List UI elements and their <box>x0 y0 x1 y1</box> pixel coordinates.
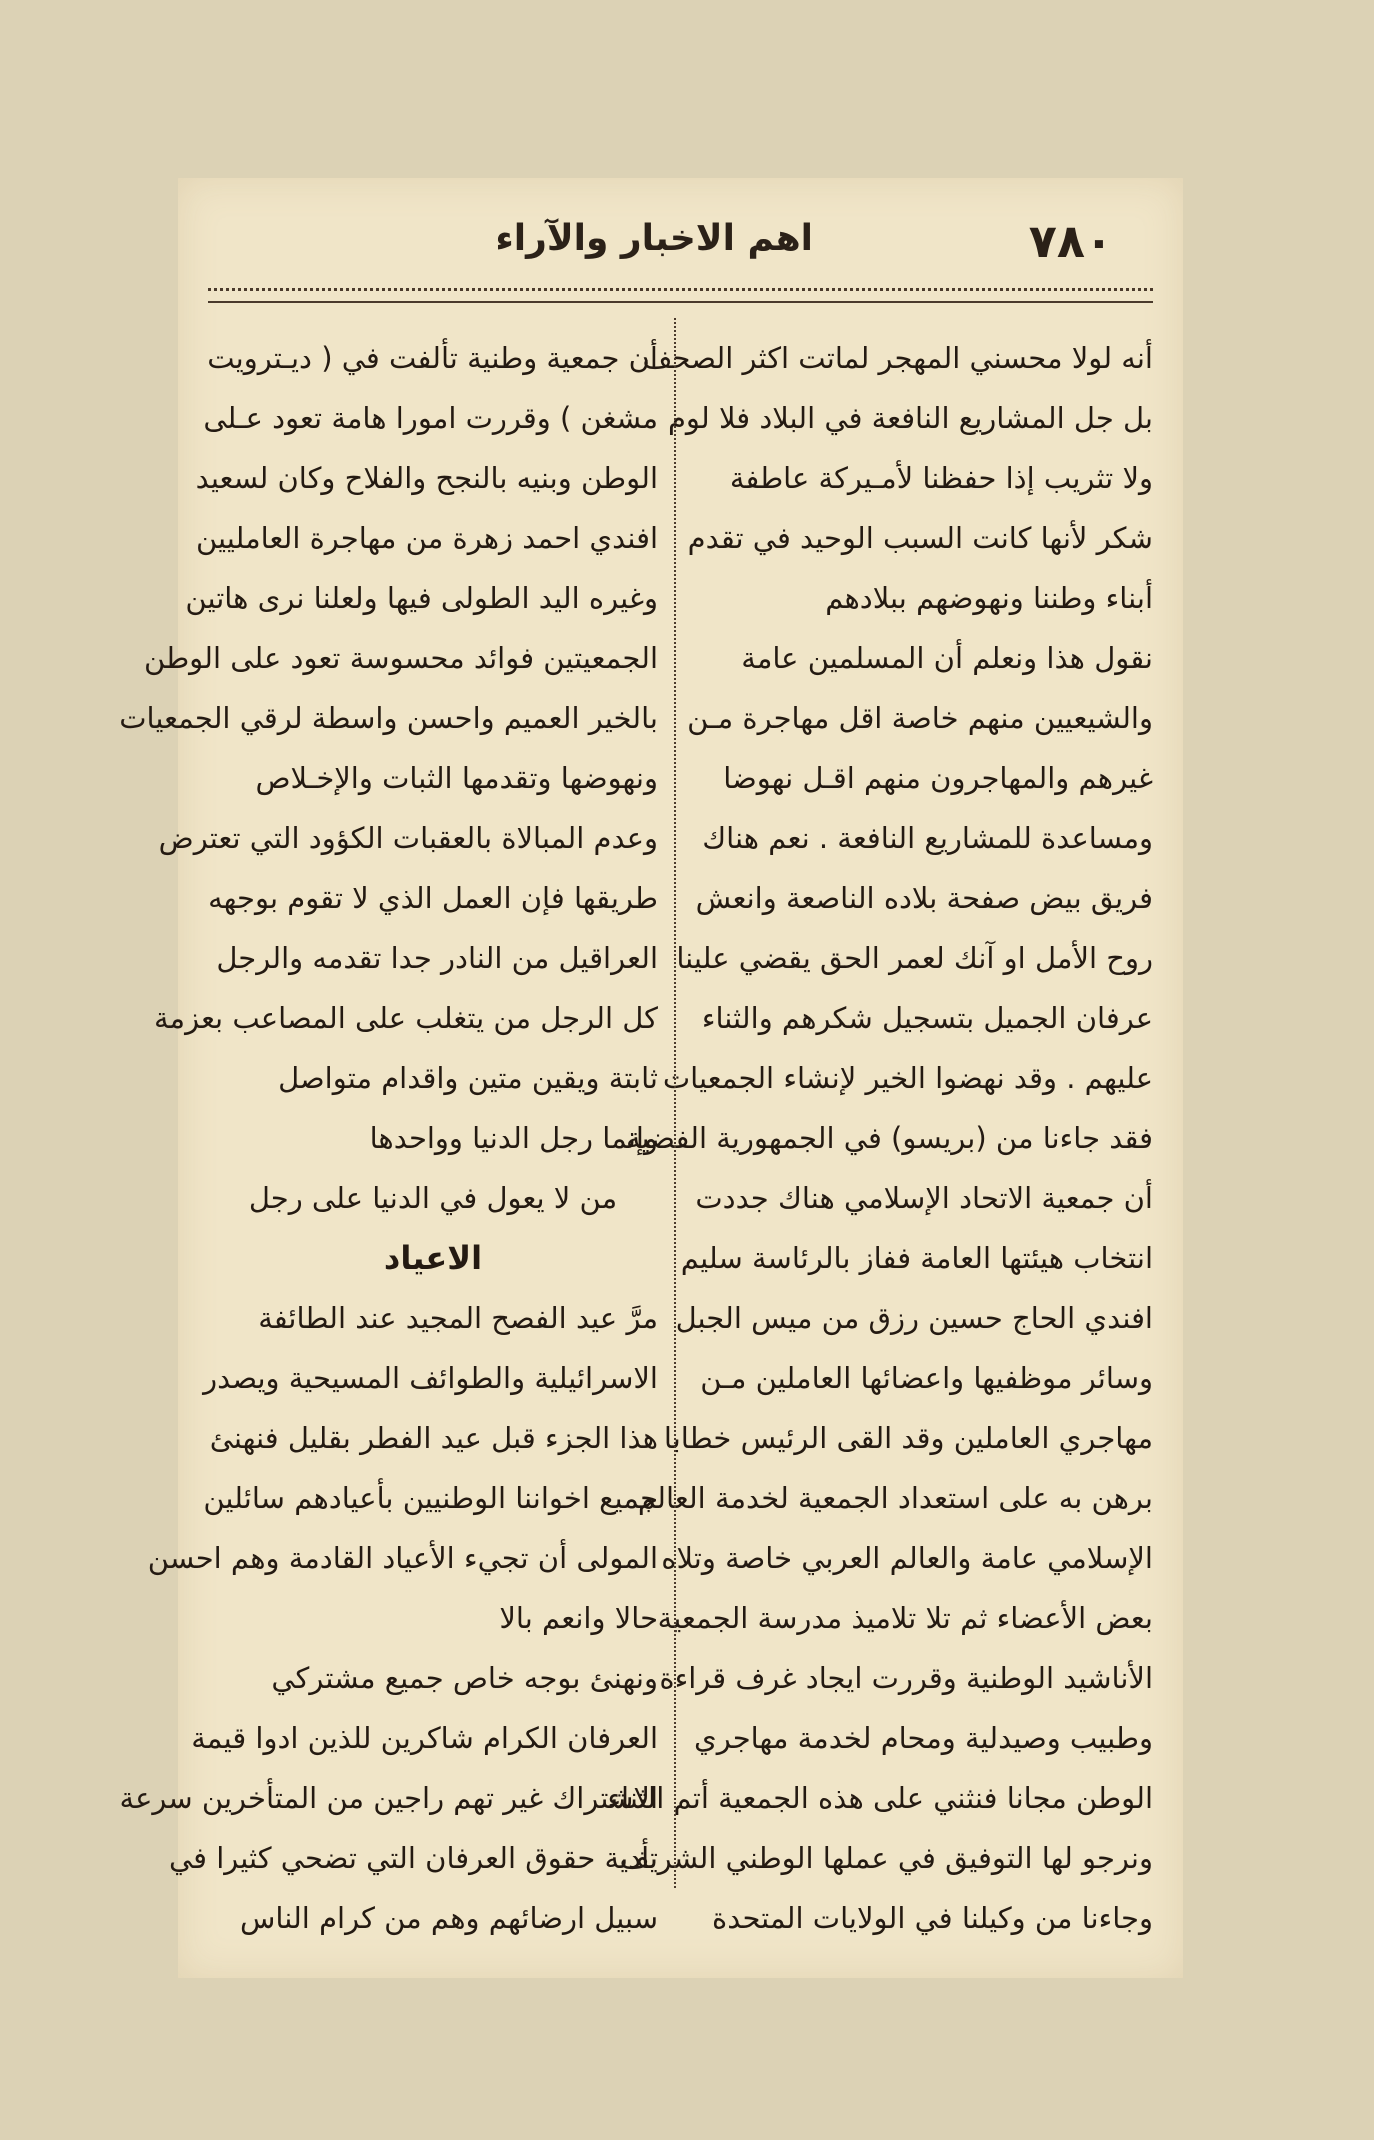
text-line: مهاجري العاملين وقد القى الرئيس خطابا <box>663 1421 1153 1455</box>
text-line: سبيل ارضائهم وهم من كرام الناس <box>239 1901 658 1935</box>
text-line: الوطن وبنيه بالنجح والفلاح وكان لسعيد <box>195 461 658 495</box>
text-line: وسائر موظفيها واعضائها العاملين مـن <box>700 1361 1153 1395</box>
text-line: الاشتراك غير تهم راجين من المتأخرين سرعة <box>119 1781 658 1815</box>
text-line: العراقيل من النادر جدا تقدمه والرجل <box>216 941 658 975</box>
text-line: روح الأمل او آنك لعمر الحق يقضي علينا <box>676 941 1153 975</box>
text-line: افندي احمد زهرة من مهاجرة العامليين <box>195 521 658 555</box>
page-number: ٧٨٠ <box>1028 214 1113 268</box>
text-line: أن جمعية وطنية تألفت في ( ديـترويت <box>207 341 658 375</box>
page-header <box>378 214 1113 274</box>
text-line: كل الرجل من يتغلب على المصاعب بعزمة <box>153 1001 658 1035</box>
text-line: الإسلامي عامة والعالم العربي خاصة وتلاه <box>661 1541 1153 1575</box>
text-line: وعدم المبالاة بالعقبات الكؤود التي تعترض <box>158 821 658 855</box>
text-line: وجاءنا من وكيلنا في الولايات المتحدة <box>712 1901 1153 1935</box>
text-line: غيرهم والمهاجرون منهم اقـل نهوضا <box>723 761 1153 795</box>
text-line: العرفان الكرام شاكرين للذين ادوا قيمة <box>191 1721 658 1755</box>
text-line: افندي الحاج حسين رزق من ميس الجبل <box>675 1301 1153 1335</box>
text-line: ومساعدة للمشاريع النافعة . نعم هناك <box>702 821 1153 855</box>
book-page <box>119 178 1183 1978</box>
column-divider <box>674 318 676 1888</box>
text-line: مرَّ عيد الفصح المجيد عند الطائفة <box>258 1301 658 1335</box>
text-line: بل جل المشاريع النافعة في البلاد فلا لوم <box>667 401 1153 435</box>
text-line: وغيره اليد الطولى فيها ولعلنا نرى هاتين <box>185 581 658 615</box>
text-line: عرفان الجميل بتسجيل شكرهم والثناء <box>701 1001 1153 1035</box>
text-line: برهن به على استعداد الجمعية لخدمة العالم <box>637 1481 1153 1515</box>
text-line: والشيعيين منهم خاصة اقل مهاجرة مـن <box>687 701 1153 735</box>
right-column <box>607 328 1153 1948</box>
verse-line: من لا يعول في الدنيا على رجل <box>248 1181 618 1215</box>
text-line: فقد جاءنا من (بريسو) في الجمهورية الفضية <box>626 1121 1153 1155</box>
text-line: المولى أن تجيء الأعياد القادمة وهم احسن <box>147 1541 658 1575</box>
left-column <box>119 328 658 1948</box>
section-heading: الاعياد <box>383 1239 483 1277</box>
text-line: عليهم . وقد نهضوا الخير لإنشاء الجمعيات <box>662 1061 1153 1095</box>
text-line: انتخاب هيئتها العامة ففاز بالرئاسة سليم <box>680 1241 1153 1275</box>
text-line: تأدية حقوق العرفان التي تضحي كثيرا في <box>168 1841 658 1875</box>
text-line: الأناشيد الوطنية وقررت ايجاد غرف قراءة <box>659 1661 1153 1695</box>
text-line: الوطن مجانا فنثني على هذه الجمعية أتم الثناء <box>607 1781 1153 1815</box>
text-line: ونرجو لها التوفيق في عملها الوطني الشريف <box>619 1841 1153 1875</box>
text-line: بعض الأعضاء ثم تلا تلاميذ مدرسة الجمعية <box>657 1601 1153 1635</box>
text-line: فريق بيض صفحة بلاده الناصعة وانعش <box>695 881 1153 915</box>
running-title: اهم الاخبار والآراء <box>495 218 813 259</box>
header-rule <box>208 288 1153 303</box>
text-line: ونهنئ بوجه خاص جميع مشتركي <box>271 1661 658 1695</box>
text-line: ولا تثريب إذا حفظنا لأمـيركة عاطفة <box>729 461 1153 495</box>
text-line: الاسرائيلية والطوائف المسيحية ويصدر <box>203 1361 658 1395</box>
text-line: جميع اخواننا الوطنيين بأعيادهم سائلين <box>203 1481 658 1515</box>
text-line: أن جمعية الاتحاد الإسلامي هناك جددت <box>695 1181 1153 1215</box>
text-line: مشغن ) وقررت امورا هامة تعود عـلى <box>203 401 658 435</box>
text-line: وإنما رجل الدنيا وواحدها <box>369 1121 658 1155</box>
text-line: وطبيب وصيدلية ومحام لخدمة مهاجري <box>694 1721 1153 1755</box>
text-line: أنه لولا محسني المهجر لماتت اكثر الصحف <box>642 341 1153 375</box>
text-line: أبناء وطننا ونهوضهم ببلادهم <box>825 581 1153 615</box>
text-line: ونهوضها وتقدمها الثبات والإخـلاص <box>255 761 658 795</box>
text-line: ثابتة ويقين متين واقدام متواصل <box>278 1061 658 1095</box>
text-line: طريقها فإن العمل الذي لا تقوم بوجهه <box>208 881 658 915</box>
text-line: نقول هذا ونعلم أن المسلمين عامة <box>741 641 1153 675</box>
text-line: حالا وانعم بالا <box>499 1601 658 1635</box>
text-line: الجمعيتين فوائد محسوسة تعود على الوطن <box>144 641 658 675</box>
text-line: شكر لأنها كانت السبب الوحيد في تقدم <box>687 521 1153 555</box>
text-line: بالخير العميم واحسن واسطة لرقي الجمعيات <box>119 701 658 735</box>
text-line: هذا الجزء قبل عيد الفطر بقليل فنهنئ <box>209 1421 658 1455</box>
